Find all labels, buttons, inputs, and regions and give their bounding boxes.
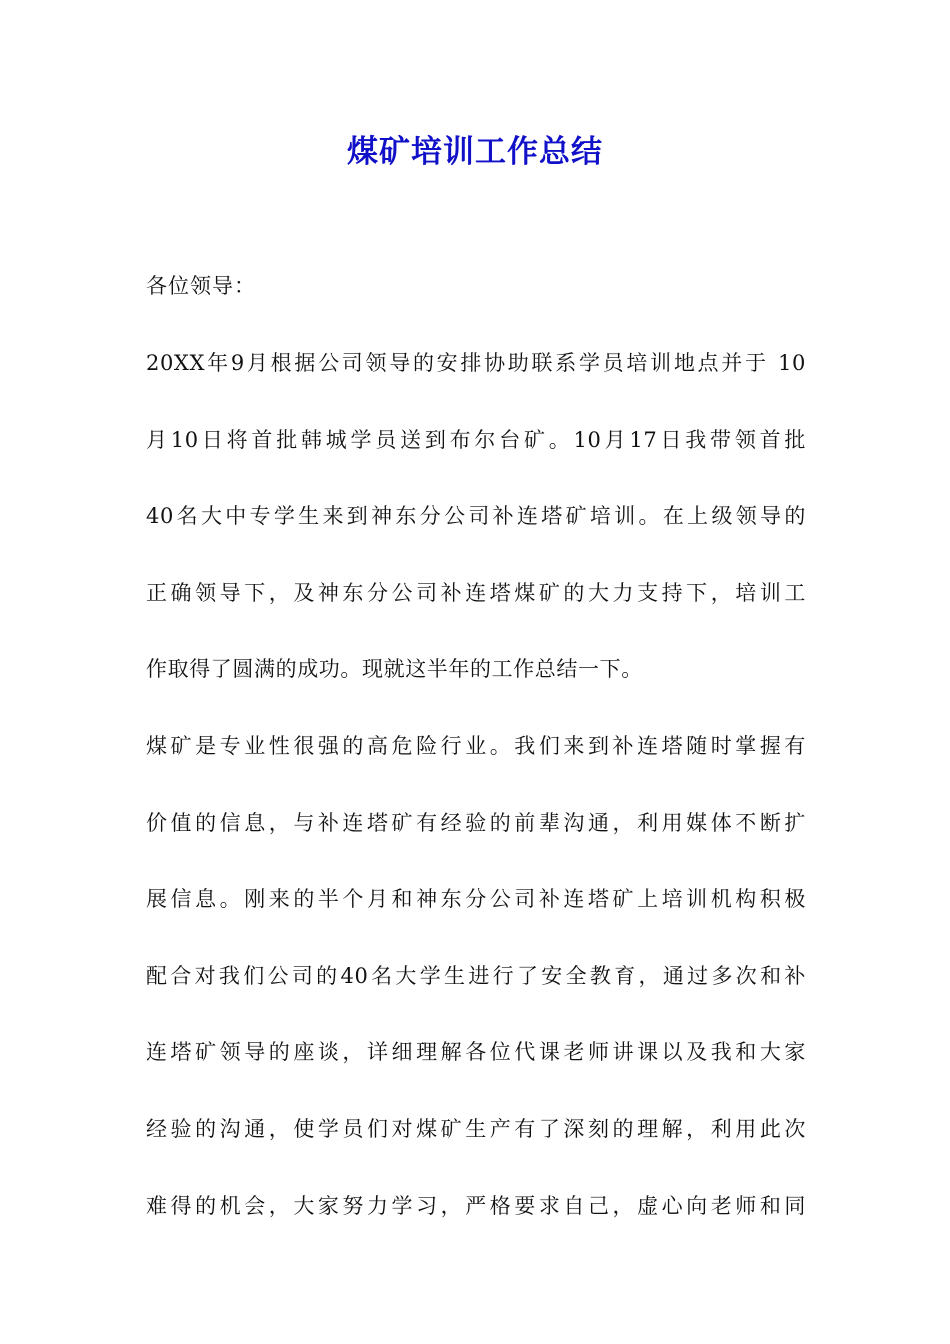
text-line: 正确领导下，及神东分公司补连塔煤矿的大力支持下，培训工 <box>146 580 806 605</box>
paragraph-2 <box>146 724 806 1260</box>
text-line: 月10日将首批韩城学员送到布尔台矿。10月17日我带领首批 <box>146 427 806 452</box>
salutation: 各位领导： <box>146 274 256 298</box>
paragraph-1 <box>146 341 806 724</box>
text-line: 价值的信息，与补连塔矿有经验的前辈沟通，利用媒体不断扩 <box>146 810 806 835</box>
document-title: 煤矿培训工作总结 <box>347 134 603 170</box>
text-line: 连塔矿领导的座谈，详细理解各位代课老师讲课以及我和大家 <box>146 1040 806 1065</box>
text-line: 配合对我们公司的40名大学生进行了安全教育，通过多次和补 <box>146 963 806 988</box>
text-line: 20XX年9月根据公司领导的安排协助联系学员培训地点并于 10 <box>146 351 806 375</box>
text-line: 经验的沟通，使学员们对煤矿生产有了深刻的理解，利用此次 <box>146 1116 806 1141</box>
text-line: 展信息。刚来的半个月和神东分公司补连塔矿上培训机构积极 <box>146 887 806 912</box>
document-body <box>146 264 806 1260</box>
text-line: 难得的机会，大家努力学习，严格要求自己，虚心向老师和同 <box>146 1193 806 1218</box>
text-line: 40名大中专学生来到神东分公司补连塔矿培训。在上级领导的 <box>146 504 806 529</box>
text-line: 煤矿是专业性很强的高危险行业。我们来到补连塔随时掌握有 <box>146 733 806 758</box>
text-line: 作取得了圆满的成功。现就这半年的工作总结一下。 <box>146 657 643 682</box>
